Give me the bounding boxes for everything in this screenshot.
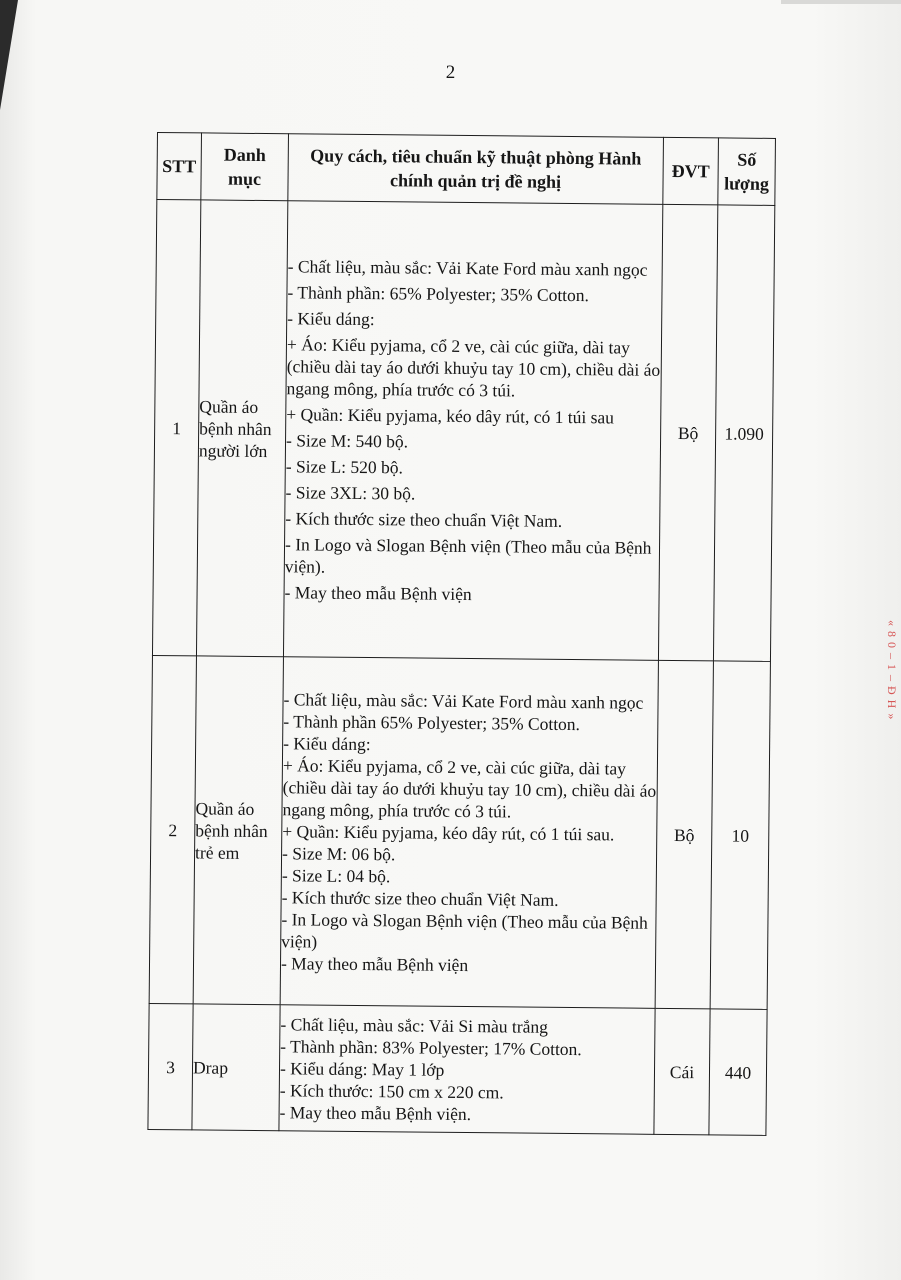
red-stamp-mark: « 8 0 – 1 – Đ H » (885, 620, 899, 721)
header-item: Danh mục (201, 133, 289, 201)
spec-line: - Thành phần: 83% Polyester; 17% Cotton. (280, 1035, 582, 1059)
table-header-row (157, 133, 776, 206)
spec-line: - In Logo và Slogan Bệnh viện (Theo mẫu của Bệnh viện) (281, 908, 648, 952)
page-number: 2 (445, 62, 456, 83)
row-spec (280, 657, 658, 1009)
row-qty: 10 (710, 661, 770, 1010)
spec-line: - Chất liệu, màu sắc: Vải Si màu trắng (280, 1013, 548, 1037)
row-item: Drap (192, 1004, 280, 1131)
row-spec (279, 1005, 655, 1135)
spec-line: - Kích thước size theo chuẩn Việt Nam. (285, 507, 563, 531)
spec-line: - Kiểu dáng: May 1 lớp (279, 1057, 445, 1080)
spec-line: - Kiểu dáng: (287, 307, 375, 329)
spec-line: - Kiểu dáng: (283, 732, 371, 754)
row-unit: Bộ (658, 204, 717, 661)
table-row (148, 1003, 767, 1135)
spec-line: - Size L: 520 bộ. (285, 455, 404, 477)
spec-line: - Size M: 540 bộ. (285, 429, 409, 451)
header-unit: ĐVT (663, 137, 719, 205)
spec-line: - Chất liệu, màu sắc: Vải Kate Ford màu xanh ngọc (283, 688, 644, 713)
spec-line: - Size 3XL: 30 bộ. (285, 481, 416, 503)
spec-line: - Thành phần: 65% Polyester; 35% Cotton. (287, 281, 590, 305)
specification-table (147, 132, 776, 1136)
row-item: Quần áo bệnh nhân người lớn (196, 200, 287, 657)
spec-line: - May theo mẫu Bệnh viện (284, 581, 472, 604)
spec-line: - Size M: 06 bộ. (281, 842, 396, 864)
header-stt: STT (157, 133, 202, 200)
table-row (152, 200, 774, 662)
header-qty: Số lượng (718, 138, 776, 206)
spec-line: - May theo mẫu Bệnh viện (280, 952, 469, 975)
row-unit: Cái (654, 1008, 710, 1135)
row-qty: 440 (709, 1009, 767, 1136)
row-qty: 1.090 (713, 205, 774, 662)
row-stt: 3 (148, 1003, 193, 1129)
spec-line: + Áo: Kiểu pyjama, cổ 2 ve, cài cúc giữa, dài tay (chiều dài tay áo dưới khuỷu tay 10 cm), chiều dài áo ngang mông, phía trước có 3 túi. (286, 333, 661, 400)
spec-line: + Quần: Kiểu pyjama, kéo dây rút, có 1 túi sau (286, 403, 615, 427)
scan-edge (781, 0, 901, 4)
spec-line: - Chất liệu, màu sắc: Vải Kate Ford màu xanh ngọc (287, 255, 648, 280)
row-stt: 1 (152, 200, 200, 656)
spec-line: - Kích thước: 150 cm x 220 cm. (279, 1079, 504, 1102)
spec-line: - May theo mẫu Bệnh viện. (279, 1101, 472, 1124)
spec-line: + Quần: Kiểu pyjama, kéo dây rút, có 1 túi sau. (282, 820, 615, 844)
spec-line: - Size L: 04 bộ. (281, 864, 391, 886)
row-unit: Bộ (655, 660, 713, 1009)
header-spec: Quy cách, tiêu chuẩn kỹ thuật phòng Hành chính quản trị đề nghị (288, 134, 664, 205)
spec-line: - Thành phần 65% Polyester; 35% Cotton. (283, 710, 581, 734)
table-row (149, 655, 770, 1009)
spec-line: - Kích thước size theo chuẩn Việt Nam. (281, 886, 559, 910)
row-item: Quần áo bệnh nhân trẻ em (193, 656, 283, 1005)
spec-line: - In Logo và Slogan Bệnh viện (Theo mẫu của Bệnh viện). (284, 533, 652, 577)
row-spec (283, 201, 662, 661)
row-stt: 2 (149, 655, 196, 1003)
scan-shadow-corner (0, 0, 18, 110)
spec-line: + Áo: Kiểu pyjama, cổ 2 ve, cài cúc giữa, dài tay (chiều dài tay áo dưới khuỷu tay 10 cm), chiều dài áo ngang mông, phía trước có 3 túi. (282, 754, 657, 821)
